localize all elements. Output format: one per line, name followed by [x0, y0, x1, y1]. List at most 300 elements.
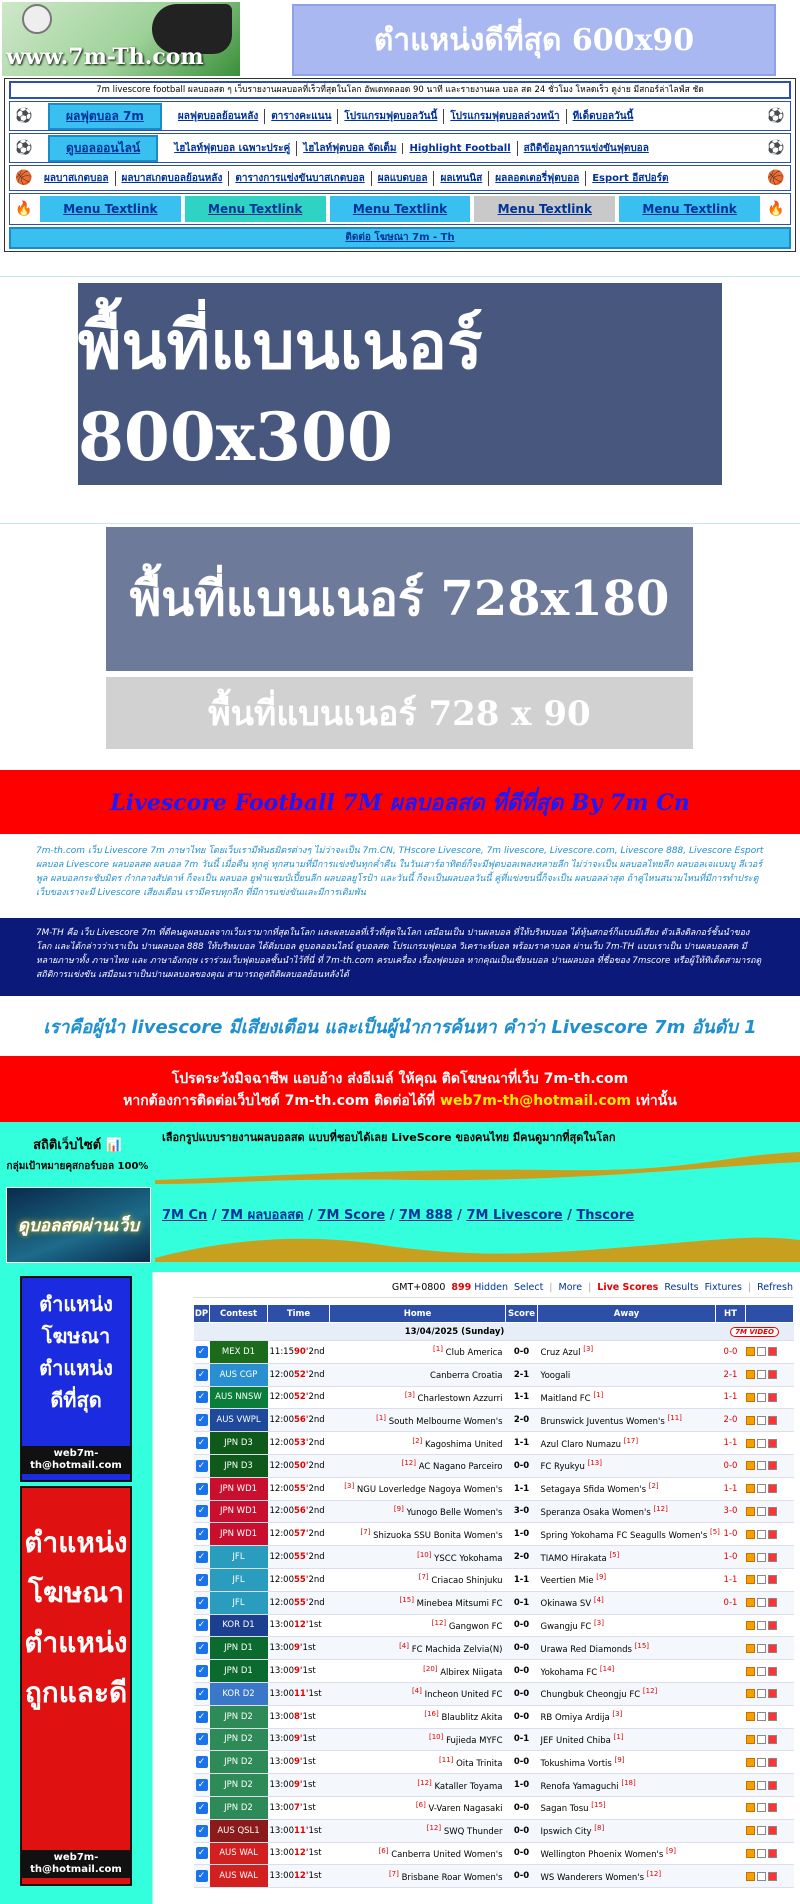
league-badge[interactable]: AUS QSL1: [210, 1819, 268, 1842]
odds-icon[interactable]: [768, 1598, 777, 1607]
halftime-score: [716, 1751, 746, 1774]
home-team-cell[interactable]: [330, 1728, 506, 1751]
tv-icon[interactable]: [746, 1872, 755, 1881]
ad-line: โฆษณา: [41, 1324, 111, 1348]
analysis-icon[interactable]: [757, 1621, 766, 1630]
livescore-link[interactable]: 7M Score: [317, 1208, 386, 1223]
league-badge[interactable]: JPN D1: [210, 1637, 268, 1660]
hidden-button[interactable]: Hidden: [474, 1282, 508, 1293]
tv-icon[interactable]: [746, 1370, 755, 1379]
away-team-cell[interactable]: [538, 1614, 716, 1637]
match-half: 1st: [302, 1734, 316, 1745]
tab-results[interactable]: Results: [664, 1282, 699, 1293]
league-badge[interactable]: AUS WAL: [210, 1842, 268, 1865]
match-time-cell: [268, 1842, 330, 1865]
league-badge[interactable]: JFL: [210, 1591, 268, 1614]
match-row[interactable]: [194, 1865, 794, 1888]
match-score[interactable]: 0-0: [506, 1660, 538, 1683]
side-ad-cheap-position[interactable]: [20, 1486, 132, 1886]
odds-icon[interactable]: [768, 1530, 777, 1539]
match-row[interactable]: [194, 1751, 794, 1774]
home-team-cell[interactable]: [330, 1705, 506, 1728]
nav-link[interactable]: โปรแกรมฟุตบอลวันนี้: [337, 109, 443, 124]
nav-link[interactable]: ผลเทนนิส: [433, 171, 488, 186]
odds-icon[interactable]: [768, 1347, 777, 1356]
league-badge[interactable]: JPN D2: [210, 1774, 268, 1797]
analysis-icon[interactable]: [757, 1712, 766, 1721]
match-half: 2nd: [308, 1346, 325, 1357]
league-badge[interactable]: JFL: [210, 1568, 268, 1591]
odds-icon[interactable]: [768, 1667, 777, 1676]
away-team: Wellington Phoenix Women's: [540, 1849, 664, 1860]
match-score[interactable]: 0-0: [506, 1454, 538, 1477]
match-checkbox[interactable]: ✓: [196, 1665, 208, 1677]
home-team-cell[interactable]: [330, 1386, 506, 1409]
league-badge[interactable]: JPN WD1: [210, 1477, 268, 1500]
odds-icon[interactable]: [768, 1758, 777, 1767]
match-checkbox[interactable]: ✓: [196, 1505, 208, 1517]
odds-icon[interactable]: [768, 1872, 777, 1881]
menu-textlink[interactable]: Menu Textlink: [185, 196, 326, 222]
away-team-cell[interactable]: [538, 1363, 716, 1386]
nav-link[interactable]: ผลบาสเกตบอล: [44, 172, 109, 184]
home-team-cell[interactable]: [330, 1637, 506, 1660]
match-score[interactable]: 1-1: [506, 1386, 538, 1409]
ad-line: ตำแหน่ง: [39, 1356, 113, 1380]
league-badge[interactable]: JPN D2: [210, 1796, 268, 1819]
home-team-cell[interactable]: [330, 1546, 506, 1569]
odds-icon[interactable]: [768, 1507, 777, 1516]
away-team-cell[interactable]: [538, 1774, 716, 1797]
league-badge[interactable]: AUS VWPL: [210, 1409, 268, 1432]
league-badge[interactable]: JPN D3: [210, 1432, 268, 1455]
away-team-cell[interactable]: [538, 1660, 716, 1683]
league-badge[interactable]: JPN D1: [210, 1660, 268, 1683]
nav-link[interactable]: ไฮไลท์ฟุตบอล เฉพาะประคู่: [174, 142, 291, 154]
home-team-cell[interactable]: [330, 1341, 506, 1364]
match-score[interactable]: 1-1: [506, 1432, 538, 1455]
match-checkbox[interactable]: ✓: [196, 1688, 208, 1700]
tv-icon[interactable]: [746, 1781, 755, 1790]
halftime-score: 0-0: [716, 1454, 746, 1477]
home-team-cell[interactable]: [330, 1454, 506, 1477]
site-stats[interactable]: [0, 1134, 155, 1174]
home-team-cell[interactable]: [330, 1523, 506, 1546]
analysis-icon[interactable]: [757, 1644, 766, 1653]
nav-link[interactable]: ทีเด็ดบอลวันนี้: [566, 109, 640, 124]
home-team: South Melbourne Women's: [388, 1416, 503, 1427]
match-score[interactable]: 0-1: [506, 1728, 538, 1751]
match-score[interactable]: 1-1: [506, 1568, 538, 1591]
home-rank: [1]: [376, 1413, 387, 1422]
nav-link[interactable]: ผลลอตเตอรี่ฟุตบอล: [488, 171, 585, 186]
match-checkbox[interactable]: ✓: [196, 1733, 208, 1745]
contact-advertise-link[interactable]: ติดต่อ โฆษณา 7m - Th: [9, 227, 791, 249]
tv-icon[interactable]: [746, 1575, 755, 1584]
ad-banner-800x300[interactable]: พื้นที่แบนเนอร์ 800x300: [78, 283, 722, 485]
tv-icon[interactable]: [746, 1735, 755, 1744]
home-team-cell[interactable]: [330, 1568, 506, 1591]
league-badge[interactable]: JFL: [210, 1546, 268, 1569]
tv-icon[interactable]: [746, 1416, 755, 1425]
odds-icon[interactable]: [768, 1781, 777, 1790]
tv-icon[interactable]: [746, 1758, 755, 1767]
match-score[interactable]: 0-0: [506, 1819, 538, 1842]
ad-banner-728x180[interactable]: พื้นที่แบนเนอร์ 728x180: [106, 527, 693, 671]
side-ad-best-position[interactable]: [20, 1276, 132, 1482]
tv-icon[interactable]: [746, 1347, 755, 1356]
analysis-icon[interactable]: [757, 1849, 766, 1858]
kickoff-time: 11:15: [269, 1346, 294, 1357]
match-checkbox[interactable]: ✓: [196, 1779, 208, 1791]
match-checkbox[interactable]: ✓: [196, 1437, 208, 1449]
match-score[interactable]: 2-0: [506, 1409, 538, 1432]
odds-icon[interactable]: [768, 1484, 777, 1493]
match-score[interactable]: 0-0: [506, 1842, 538, 1865]
kickoff-time: 13:00: [269, 1802, 294, 1813]
match-row[interactable]: [194, 1341, 794, 1364]
match-checkbox[interactable]: ✓: [196, 1597, 208, 1609]
league-badge[interactable]: JPN D2: [210, 1751, 268, 1774]
tv-icon[interactable]: [746, 1826, 755, 1835]
nav-link[interactable]: สถิติข้อมูลการแข่งขันฟุตบอล: [517, 141, 655, 156]
away-team-cell[interactable]: [538, 1751, 716, 1774]
match-score[interactable]: 0-0: [506, 1614, 538, 1637]
nav-link[interactable]: Esport อีสปอร์ต: [585, 171, 674, 186]
tv-icon[interactable]: [746, 1393, 755, 1402]
league-badge[interactable]: KOR D2: [210, 1682, 268, 1705]
odds-icon[interactable]: [768, 1803, 777, 1812]
analysis-icon[interactable]: [757, 1461, 766, 1470]
odds-icon[interactable]: [768, 1621, 777, 1630]
tv-icon[interactable]: [746, 1530, 755, 1539]
analysis-icon[interactable]: [757, 1439, 766, 1448]
match-minute: 50': [294, 1460, 309, 1471]
match-checkbox[interactable]: ✓: [196, 1574, 208, 1586]
odds-icon[interactable]: [768, 1575, 777, 1584]
watch-online-banner[interactable]: ดูบอลสดผ่านเว็บ: [6, 1187, 151, 1263]
analysis-icon[interactable]: [757, 1735, 766, 1744]
match-row[interactable]: [194, 1568, 794, 1591]
match-row[interactable]: [194, 1500, 794, 1523]
match-checkbox[interactable]: ✓: [196, 1391, 208, 1403]
match-score[interactable]: 0-0: [506, 1865, 538, 1888]
home-team-cell[interactable]: [330, 1774, 506, 1797]
analysis-icon[interactable]: [757, 1575, 766, 1584]
match-row[interactable]: [194, 1432, 794, 1455]
warning-line-1: โปรดระวังมิจฉาชีพ แอบอ้าง ส่งอีเมล์ ให้คุณ ติดโฆษณาที่เว็บ 7m-th.com: [171, 1071, 629, 1087]
tv-icon[interactable]: [746, 1461, 755, 1470]
league-badge[interactable]: JPN D2: [210, 1728, 268, 1751]
match-checkbox[interactable]: ✓: [196, 1460, 208, 1472]
tv-icon[interactable]: [746, 1803, 755, 1812]
livescore-link[interactable]: Thscore: [576, 1208, 635, 1223]
away-team-cell[interactable]: [538, 1546, 716, 1569]
match-checkbox[interactable]: ✓: [196, 1619, 208, 1631]
tv-icon[interactable]: [746, 1553, 755, 1562]
ad-banner-600x90[interactable]: ตำแหน่งดีที่สุด 600x90: [292, 4, 776, 76]
home-team-cell[interactable]: [330, 1660, 506, 1683]
site-logo[interactable]: [2, 2, 240, 76]
analysis-icon[interactable]: [757, 1781, 766, 1790]
menu-textlink[interactable]: Menu Textlink: [330, 196, 471, 222]
away-team-cell[interactable]: [538, 1409, 716, 1432]
odds-icon[interactable]: [768, 1826, 777, 1835]
match-time-cell: [268, 1751, 330, 1774]
away-team-cell[interactable]: [538, 1523, 720, 1546]
match-row[interactable]: [194, 1477, 794, 1500]
match-minute: 7': [294, 1802, 303, 1813]
match-checkbox[interactable]: ✓: [196, 1414, 208, 1426]
match-score[interactable]: 0-0: [506, 1637, 538, 1660]
contact-email-link[interactable]: web7m-th@hotmail.com: [440, 1093, 631, 1109]
livescore-link[interactable]: 7M 888: [399, 1208, 453, 1223]
league-badge[interactable]: JPN D2: [210, 1705, 268, 1728]
match-checkbox[interactable]: ✓: [196, 1711, 208, 1723]
analysis-icon[interactable]: [757, 1484, 766, 1493]
home-team-cell[interactable]: [330, 1842, 506, 1865]
match-checkbox[interactable]: ✓: [196, 1847, 208, 1859]
match-score[interactable]: 0-0: [506, 1341, 538, 1364]
match-row[interactable]: [194, 1728, 794, 1751]
analysis-icon[interactable]: [757, 1553, 766, 1562]
home-rank: [6]: [415, 1801, 426, 1810]
nav-link[interactable]: ผลฟุตบอลย้อนหลัง: [177, 110, 259, 122]
home-team-cell[interactable]: [330, 1432, 506, 1455]
league-badge[interactable]: AUS CGP: [210, 1363, 268, 1386]
away-team-cell[interactable]: [538, 1477, 716, 1500]
odds-icon[interactable]: [768, 1689, 777, 1698]
away-team-cell[interactable]: [538, 1728, 716, 1751]
match-checkbox[interactable]: ✓: [196, 1870, 208, 1882]
analysis-icon[interactable]: [757, 1507, 766, 1516]
match-row[interactable]: [194, 1454, 794, 1477]
match-checkbox[interactable]: ✓: [196, 1802, 208, 1814]
odds-icon[interactable]: [768, 1393, 777, 1402]
match-row[interactable]: [194, 1614, 794, 1637]
home-rank: [10]: [429, 1733, 444, 1742]
nav-pill-football-results[interactable]: ผลฟุตบอล 7m: [48, 103, 162, 130]
analysis-icon[interactable]: [757, 1347, 766, 1356]
odds-icon[interactable]: [768, 1735, 777, 1744]
timezone-label[interactable]: GMT+0800: [391, 1282, 446, 1293]
more-button[interactable]: More: [558, 1282, 583, 1293]
tab-fixtures[interactable]: Fixtures: [704, 1282, 742, 1293]
nav-link[interactable]: โปรแกรมฟุตบอลล่วงหน้า: [443, 109, 565, 124]
match-score[interactable]: 1-0: [506, 1774, 538, 1797]
away-team-cell[interactable]: [538, 1705, 716, 1728]
match-row[interactable]: [194, 1546, 794, 1569]
away-team-cell[interactable]: [538, 1432, 716, 1455]
away-team: Speranza Osaka Women's: [540, 1507, 651, 1518]
analysis-icon[interactable]: [757, 1803, 766, 1812]
match-score[interactable]: 0-0: [506, 1751, 538, 1774]
home-team-cell[interactable]: [330, 1614, 506, 1637]
match-checkbox[interactable]: ✓: [196, 1483, 208, 1495]
odds-icon[interactable]: [768, 1849, 777, 1858]
away-team-cell[interactable]: [538, 1796, 716, 1819]
odds-icon[interactable]: [768, 1416, 777, 1425]
tv-icon[interactable]: [746, 1484, 755, 1493]
tv-icon[interactable]: [746, 1667, 755, 1676]
match-row[interactable]: [194, 1796, 794, 1819]
nav-pill-watch-online[interactable]: ดูบอลออนไลน์: [48, 135, 158, 162]
match-row[interactable]: [194, 1409, 794, 1432]
away-team-cell[interactable]: [538, 1568, 716, 1591]
odds-icon[interactable]: [768, 1461, 777, 1470]
home-rank: [12]: [417, 1778, 432, 1787]
league-badge[interactable]: JPN WD1: [210, 1523, 268, 1546]
nav-link[interactable]: ตารางการแข่งขันบาสเกตบอล: [228, 171, 370, 186]
analysis-icon[interactable]: [757, 1758, 766, 1767]
match-row[interactable]: [194, 1682, 794, 1705]
kickoff-time: 13:00: [269, 1688, 294, 1699]
match-score[interactable]: 0-0: [506, 1682, 538, 1705]
odds-icon[interactable]: [768, 1712, 777, 1721]
match-row[interactable]: [194, 1842, 794, 1865]
away-team-cell[interactable]: [538, 1500, 716, 1523]
refresh-button[interactable]: Refresh: [757, 1282, 793, 1293]
analysis-icon[interactable]: [757, 1370, 766, 1379]
livescore-link[interactable]: 7M Livescore: [466, 1208, 563, 1223]
tv-icon[interactable]: [746, 1507, 755, 1516]
tv-icon[interactable]: [746, 1598, 755, 1607]
match-time-cell: [268, 1409, 330, 1432]
league-badge[interactable]: JPN WD1: [210, 1500, 268, 1523]
tv-icon[interactable]: [746, 1644, 755, 1653]
match-checkbox[interactable]: ✓: [196, 1528, 208, 1540]
tv-icon[interactable]: [746, 1849, 755, 1858]
tv-icon[interactable]: [746, 1712, 755, 1721]
league-badge[interactable]: AUS WAL: [210, 1865, 268, 1888]
nav-link[interactable]: ผลบาสเกตบอลย้อนหลัง: [115, 171, 229, 186]
nav-link[interactable]: ตารางคะแนน: [264, 109, 337, 124]
league-badge[interactable]: JPN D3: [210, 1454, 268, 1477]
home-team-cell[interactable]: [330, 1819, 506, 1842]
away-team-cell[interactable]: [538, 1842, 716, 1865]
select-button[interactable]: Select: [513, 1282, 544, 1293]
league-badge[interactable]: AUS NNSW: [210, 1386, 268, 1409]
match-minute: 12': [294, 1871, 309, 1882]
match-score[interactable]: 1-1: [506, 1477, 538, 1500]
ad-line: ตำแหน่ง: [24, 1626, 128, 1659]
analysis-icon[interactable]: [757, 1826, 766, 1835]
odds-icon[interactable]: [768, 1439, 777, 1448]
odds-icon[interactable]: [768, 1370, 777, 1379]
match-checkbox[interactable]: ✓: [196, 1346, 208, 1358]
menu-textlink[interactable]: Menu Textlink: [619, 196, 760, 222]
analysis-icon[interactable]: [757, 1667, 766, 1676]
nav-link[interactable]: ผลแบดบอล: [371, 171, 434, 186]
away-team-cell[interactable]: [538, 1386, 716, 1409]
analysis-icon[interactable]: [757, 1530, 766, 1539]
away-team-cell[interactable]: [538, 1341, 716, 1364]
home-team-cell[interactable]: [330, 1477, 506, 1500]
odds-icon[interactable]: [768, 1553, 777, 1562]
ad-contact-email: web7m-th@hotmail.com: [22, 1850, 130, 1878]
match-row[interactable]: [194, 1637, 794, 1660]
league-badge[interactable]: MEX D1: [210, 1341, 268, 1364]
analysis-icon[interactable]: [757, 1689, 766, 1698]
match-row[interactable]: [194, 1363, 794, 1386]
match-row[interactable]: [194, 1774, 794, 1797]
home-team-cell[interactable]: [330, 1409, 506, 1432]
match-row[interactable]: [194, 1660, 794, 1683]
tv-icon[interactable]: [746, 1439, 755, 1448]
home-team-cell[interactable]: [330, 1591, 506, 1614]
match-row[interactable]: [194, 1819, 794, 1842]
away-team-cell[interactable]: [538, 1637, 716, 1660]
analysis-icon[interactable]: [757, 1598, 766, 1607]
site-tagline: 7m livescore football ผลบอลสด ๆ เว็บรายงานผลบอลที่เร็วที่สุดในโลก อัพเดทตลอด 90 นาที และรายงานผล บอล สด 24 ชั่วโมง โหลดเร็ว ดูง่าย มีสกอร์ล่าไลฟ์ส ชัด: [9, 81, 791, 99]
match-score[interactable]: 1-0: [506, 1523, 538, 1546]
match-checkbox[interactable]: ✓: [196, 1756, 208, 1768]
match-score[interactable]: 3-0: [506, 1500, 538, 1523]
tab-live-scores[interactable]: Live Scores: [597, 1282, 659, 1293]
away-team-cell[interactable]: [538, 1819, 716, 1842]
nav-link[interactable]: Highlight Football: [402, 143, 516, 154]
nav-link[interactable]: ไฮไลท์ฟุตบอล จัดเต็ม: [296, 141, 402, 156]
menu-textlink[interactable]: Menu Textlink: [40, 196, 181, 222]
livescore-link[interactable]: 7M Cn: [162, 1208, 208, 1223]
analysis-icon[interactable]: [757, 1872, 766, 1881]
league-badge[interactable]: KOR D1: [210, 1614, 268, 1637]
match-row[interactable]: [194, 1705, 794, 1728]
home-team-cell[interactable]: [330, 1796, 506, 1819]
away-rank: [1]: [613, 1733, 624, 1742]
away-rank: [1]: [593, 1391, 604, 1400]
home-team: Minebea Mitsumi FC: [416, 1599, 503, 1610]
analysis-icon[interactable]: [757, 1416, 766, 1425]
away-team-cell[interactable]: [538, 1682, 716, 1705]
match-checkbox[interactable]: ✓: [196, 1551, 208, 1563]
match-row[interactable]: [194, 1386, 794, 1409]
away-team-cell[interactable]: [538, 1591, 716, 1614]
away-team-cell[interactable]: [538, 1865, 716, 1888]
tv-icon[interactable]: [746, 1689, 755, 1698]
match-checkbox[interactable]: ✓: [196, 1369, 208, 1381]
home-team-cell[interactable]: [330, 1865, 506, 1888]
home-team-cell[interactable]: [330, 1363, 506, 1386]
analysis-icon[interactable]: [757, 1393, 766, 1402]
match-row[interactable]: [194, 1523, 794, 1546]
match-row[interactable]: [194, 1591, 794, 1614]
home-team-cell[interactable]: [330, 1751, 506, 1774]
ad-banner-728x90[interactable]: พื้นที่แบนเนอร์ 728 x 90: [106, 677, 693, 749]
livescore-link[interactable]: 7M ผลบอลสด: [221, 1208, 304, 1223]
match-score[interactable]: 2-0: [506, 1546, 538, 1569]
home-team-cell[interactable]: [330, 1682, 506, 1705]
kickoff-time: 12:00: [269, 1506, 294, 1517]
match-checkbox[interactable]: ✓: [196, 1825, 208, 1837]
match-score[interactable]: 0-1: [506, 1591, 538, 1614]
match-checkbox[interactable]: ✓: [196, 1642, 208, 1654]
match-score[interactable]: 0-0: [506, 1705, 538, 1728]
video-badge[interactable]: 7M VIDEO: [730, 1327, 779, 1337]
odds-icon[interactable]: [768, 1644, 777, 1653]
match-score[interactable]: 0-0: [506, 1796, 538, 1819]
away-rank: [3]: [612, 1710, 623, 1719]
away-team-cell[interactable]: [538, 1454, 716, 1477]
home-team: Oita Trinita: [456, 1758, 503, 1769]
match-time-cell: [268, 1796, 330, 1819]
match-half: 2nd: [308, 1506, 325, 1517]
menu-textlink[interactable]: Menu Textlink: [474, 196, 615, 222]
match-score[interactable]: 2-1: [506, 1363, 538, 1386]
tv-icon[interactable]: [746, 1621, 755, 1630]
home-team-cell[interactable]: [330, 1500, 506, 1523]
nav-links-sports: [38, 166, 762, 190]
